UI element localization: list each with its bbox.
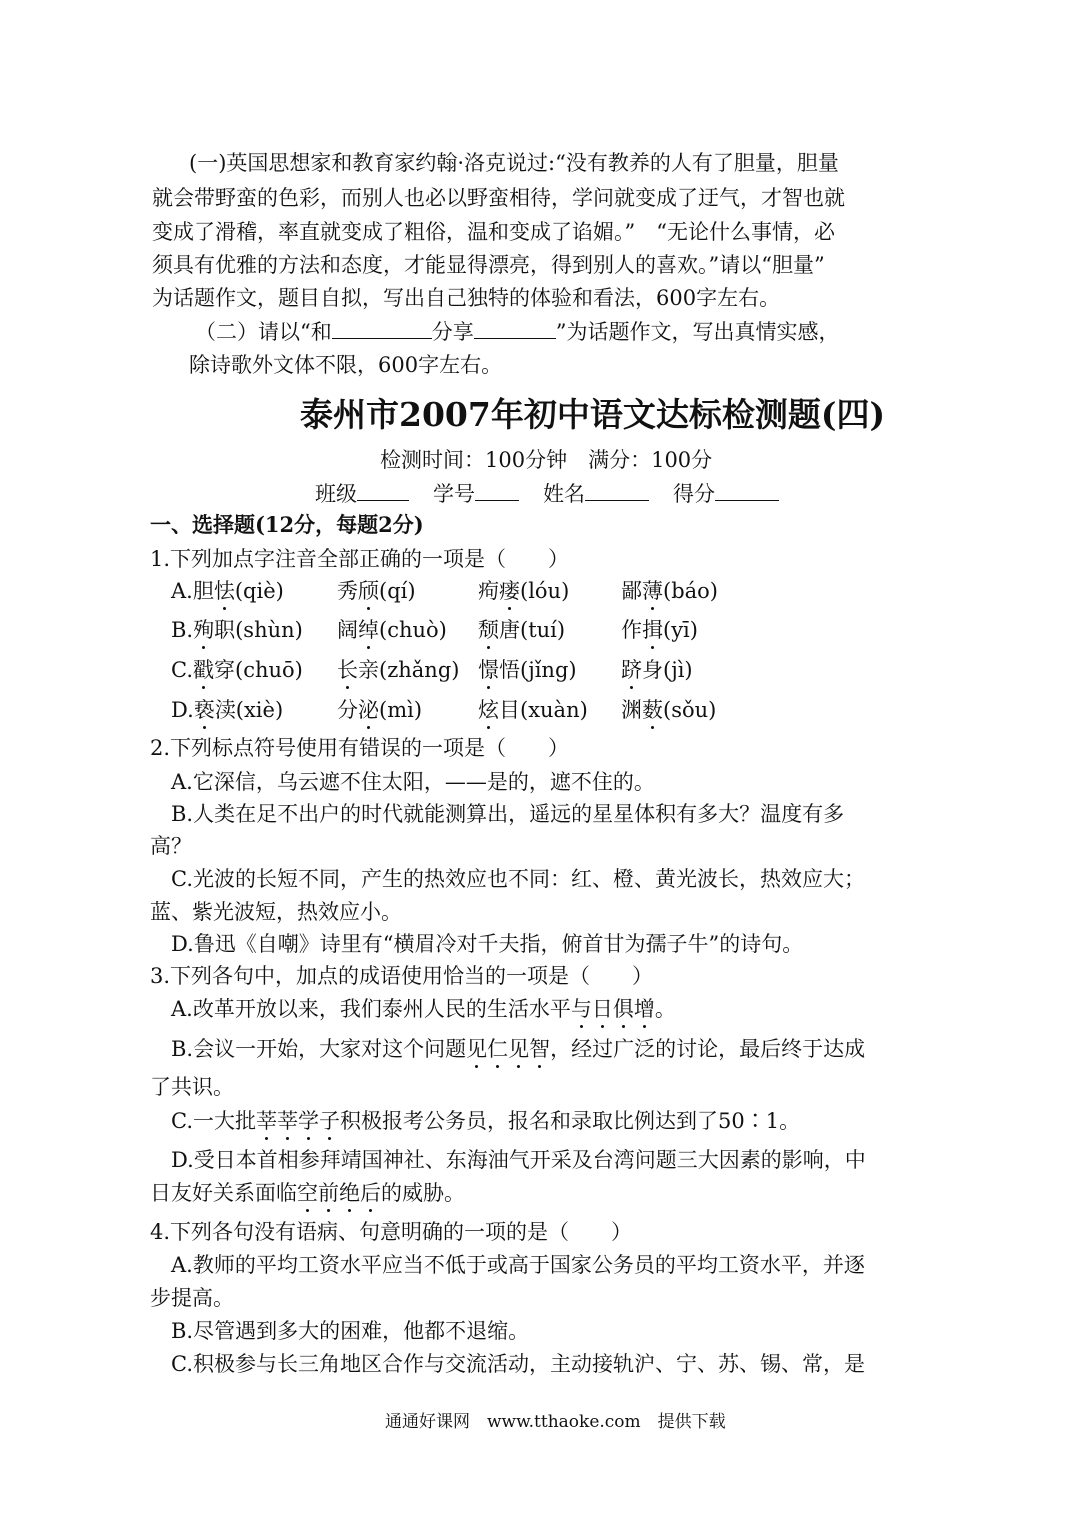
- essay-prompt-2-part-c: ”为话题作文，写出真情实感，: [555, 320, 840, 344]
- dotted-char: 见: [508, 1037, 530, 1061]
- word-char: 阔: [337, 618, 358, 642]
- q3-option-d-line-1: D.受日本首相参拜靖国神社、东海油气开采及台湾问题三大因素的影响，中: [171, 1148, 866, 1172]
- option-label: D.: [171, 698, 194, 722]
- pinyin: (mì): [379, 698, 423, 722]
- q2-option-a: A.它深信，乌云遮不住太阳，——是的，遮不住的。: [171, 770, 655, 794]
- q1-option-b-3: [478, 616, 565, 644]
- q4-option-a-line-1: A.教师的平均工资水平应当不低于或高于国家公务员的平均工资水平，并逐: [171, 1253, 865, 1277]
- word-char: 作: [621, 618, 642, 642]
- q1-option-a-1: [171, 577, 284, 605]
- q1-option-d-1: [171, 696, 283, 724]
- dotted-char: 泌: [358, 698, 379, 722]
- q1-option-d-4: [621, 696, 716, 724]
- word-char: 渊: [621, 698, 642, 722]
- dotted-char: 莘: [277, 1109, 298, 1133]
- word-char: 痀: [478, 579, 499, 603]
- pinyin: (sǒu): [663, 698, 717, 722]
- dotted-char: 薄: [642, 579, 663, 603]
- q1-option-b-1: [171, 616, 303, 644]
- dotted-char: 仁: [487, 1037, 509, 1061]
- page-footer: 通通好课网 www.tthaoke.com 提供下载: [385, 1412, 726, 1432]
- dotted-char: 俱: [612, 997, 634, 1021]
- dotted-char: 空: [297, 1181, 318, 1205]
- class-label: 班级: [315, 482, 357, 506]
- q3-option-b-line-2: 了共识。: [150, 1075, 234, 1099]
- option-label: A.: [171, 579, 193, 603]
- q3-option-d-line-2: [150, 1179, 465, 1207]
- name-label: 姓名: [543, 482, 585, 506]
- dotted-char: 颀: [358, 579, 379, 603]
- dotted-char: 绰: [358, 618, 379, 642]
- q1-option-c-2: [337, 656, 459, 684]
- q4-option-c-line-1: C.积极参与长三角地区合作与交流活动，主动接轨沪、宁、苏、锡、常，是: [171, 1352, 865, 1376]
- dotted-char: 憬: [478, 658, 499, 682]
- pinyin: (qí): [379, 579, 416, 603]
- word-char: 分: [337, 698, 358, 722]
- pinyin: (tuí): [520, 618, 566, 642]
- q1-option-d-3: [478, 696, 588, 724]
- pinyin: (yī): [663, 618, 698, 642]
- dotted-char: 颓: [478, 618, 499, 642]
- q2-option-b-line-2: 高？: [150, 834, 192, 858]
- word-char: 穿: [214, 658, 235, 682]
- pinyin: (jì): [663, 658, 693, 682]
- dotted-char: 与: [570, 997, 592, 1021]
- text-segment: 。: [654, 997, 676, 1021]
- text-segment: A.改革开放以来，我们泰州人民的生活水平: [171, 997, 571, 1021]
- q4-stem: 4.下列各句没有语病、句意明确的一项的是（ ）: [150, 1220, 633, 1244]
- pinyin: (chuō): [235, 658, 303, 682]
- dotted-char: 前: [318, 1181, 339, 1205]
- essay-prompt-1-line-1: (一)英国思想家和教育家约翰·洛克说过:“没有教养的人有了胆量，胆量: [189, 151, 839, 175]
- word-char: 胆: [192, 579, 214, 603]
- pinyin: (shùn): [235, 618, 303, 642]
- q3-option-b-line-1: [171, 1035, 865, 1063]
- dotted-char: 怯: [213, 579, 235, 603]
- essay-prompt-1-line-5: 为话题作文，题目自拟，写出自己独特的体验和看法，600字左右。: [152, 286, 781, 310]
- dotted-char: 揖: [642, 618, 663, 642]
- essay-prompt-2-part-b: 分享: [431, 320, 474, 344]
- q1-option-a-2: [337, 577, 416, 605]
- essay-prompt-1-line-2: 就会带野蛮的色彩，而别人也必以野蛮相待，学问就变成了迂气，才智也就: [152, 186, 845, 210]
- q1-option-a-4: [621, 577, 718, 605]
- pinyin: (báo): [663, 579, 718, 603]
- essay-prompt-2-line-1: [195, 318, 840, 346]
- word-char: 鄙: [621, 579, 642, 603]
- q3-option-c: [171, 1107, 800, 1135]
- dotted-char: 炫: [478, 698, 499, 722]
- score-label: 得分: [673, 482, 715, 506]
- option-label: B.: [171, 618, 194, 642]
- exam-time-info: 检测时间：100分钟 满分：100分: [380, 448, 713, 472]
- text-segment: 积极报考公务员，报名和录取比例达到了50∶1。: [340, 1109, 801, 1133]
- q1-option-b-4: [621, 616, 698, 644]
- word-char: 亲: [358, 658, 379, 682]
- dotted-char: 殉: [193, 618, 215, 642]
- dotted-char: 见: [466, 1037, 488, 1061]
- score-blank[interactable]: [715, 480, 779, 501]
- q4-option-a-line-2: 步提高。: [150, 1286, 234, 1310]
- q1-option-c-3: [478, 656, 577, 684]
- q4-option-b: B.尽管遇到多大的困难，他都不退缩。: [171, 1319, 530, 1343]
- dotted-char: 绝: [339, 1181, 360, 1205]
- text-segment: C.一大批: [171, 1109, 256, 1133]
- q1-option-b-2: [337, 616, 447, 644]
- dotted-char: 瘘: [499, 579, 520, 603]
- dotted-char: 长: [337, 658, 358, 682]
- q2-stem: 2.下列标点符号使用有错误的一项是（ ）: [150, 736, 570, 760]
- word-char: 唐: [499, 618, 520, 642]
- essay-prompt-2-part-a: （二）请以“和: [195, 320, 332, 344]
- q1-option-c-1: [171, 656, 303, 684]
- dotted-char: 戳: [193, 658, 214, 682]
- dotted-char: 莘: [256, 1109, 277, 1133]
- section-heading: 一、选择题(12分，每题2分): [150, 512, 424, 537]
- word-char: 秀: [337, 579, 358, 603]
- q1-option-c-4: [621, 656, 693, 684]
- dotted-char: 跻: [621, 658, 642, 682]
- dotted-char: 学: [298, 1109, 319, 1133]
- pinyin: (xuàn): [520, 698, 588, 722]
- q1-stem: 1.下列加点字注音全部正确的一项是（ ）: [150, 547, 570, 571]
- pinyin: (xiè): [235, 698, 284, 722]
- pinyin: (chuò): [379, 618, 447, 642]
- word-char: 渎: [214, 698, 236, 722]
- essay-prompt-2-line-2: 除诗歌外文体不限，600字左右。: [189, 353, 503, 377]
- text-segment: B.会议一开始，大家对这个问题: [171, 1037, 467, 1061]
- q2-option-d: D.鲁迅《自嘲》诗里有“横眉冷对千夫指，俯首甘为孺子牛”的诗句。: [171, 932, 804, 956]
- name-blank[interactable]: [585, 480, 649, 501]
- dotted-char: 日: [591, 997, 613, 1021]
- q2-option-c-line-2: 蓝、紫光波短，热效应小。: [150, 900, 402, 924]
- essay-prompt-1-line-4: 须具有优雅的方法和态度，才能显得漂亮，得到别人的喜欢。”请以“胆量”: [152, 253, 825, 277]
- dotted-char: 智: [529, 1037, 551, 1061]
- dotted-char: 薮: [642, 698, 663, 722]
- q2-option-b-line-1: B.人类在足不出户的时代就能测算出，遥远的星星体积有多大？温度有多: [171, 802, 845, 826]
- pinyin: (lóu): [520, 579, 570, 603]
- essay-prompt-1-line-3: 变成了滑稽，率直就变成了粗俗，温和变成了谄媚。” “无论什么事情，必: [152, 220, 835, 244]
- id-blank[interactable]: [475, 480, 519, 501]
- dotted-char: 亵: [193, 698, 215, 722]
- q1-option-d-2: [337, 696, 422, 724]
- fill-blank-2[interactable]: [474, 318, 556, 339]
- id-label: 学号: [433, 482, 475, 506]
- dotted-char: 后: [360, 1181, 381, 1205]
- fill-blank-1[interactable]: [332, 318, 432, 339]
- student-info-line: [315, 480, 779, 508]
- text-segment: ，经过广泛的讨论，最后终于达成: [550, 1037, 866, 1061]
- q3-option-a: [171, 995, 676, 1023]
- text-segment: 日友好关系面临: [150, 1181, 297, 1205]
- class-blank[interactable]: [357, 480, 409, 501]
- word-char: 职: [214, 618, 236, 642]
- word-char: 目: [499, 698, 520, 722]
- pinyin: (jǐng): [520, 658, 577, 682]
- word-char: 悟: [499, 658, 520, 682]
- dotted-char: 增: [633, 997, 655, 1021]
- word-char: 身: [642, 658, 663, 682]
- q2-option-c-line-1: C.光波的长短不同，产生的热效应也不同：红、橙、黄光波长，热效应大；: [171, 867, 865, 891]
- option-label: C.: [171, 658, 193, 682]
- text-segment: 的威胁。: [381, 1181, 465, 1205]
- q3-stem: 3.下列各句中，加点的成语使用恰当的一项是（ ）: [150, 964, 654, 988]
- q1-option-a-3: [478, 577, 569, 605]
- pinyin: (zhǎng): [379, 658, 460, 682]
- page-title: 泰州市2007年初中语文达标检测题(四): [300, 395, 886, 434]
- dotted-char: 子: [319, 1109, 340, 1133]
- pinyin: (qiè): [234, 579, 284, 603]
